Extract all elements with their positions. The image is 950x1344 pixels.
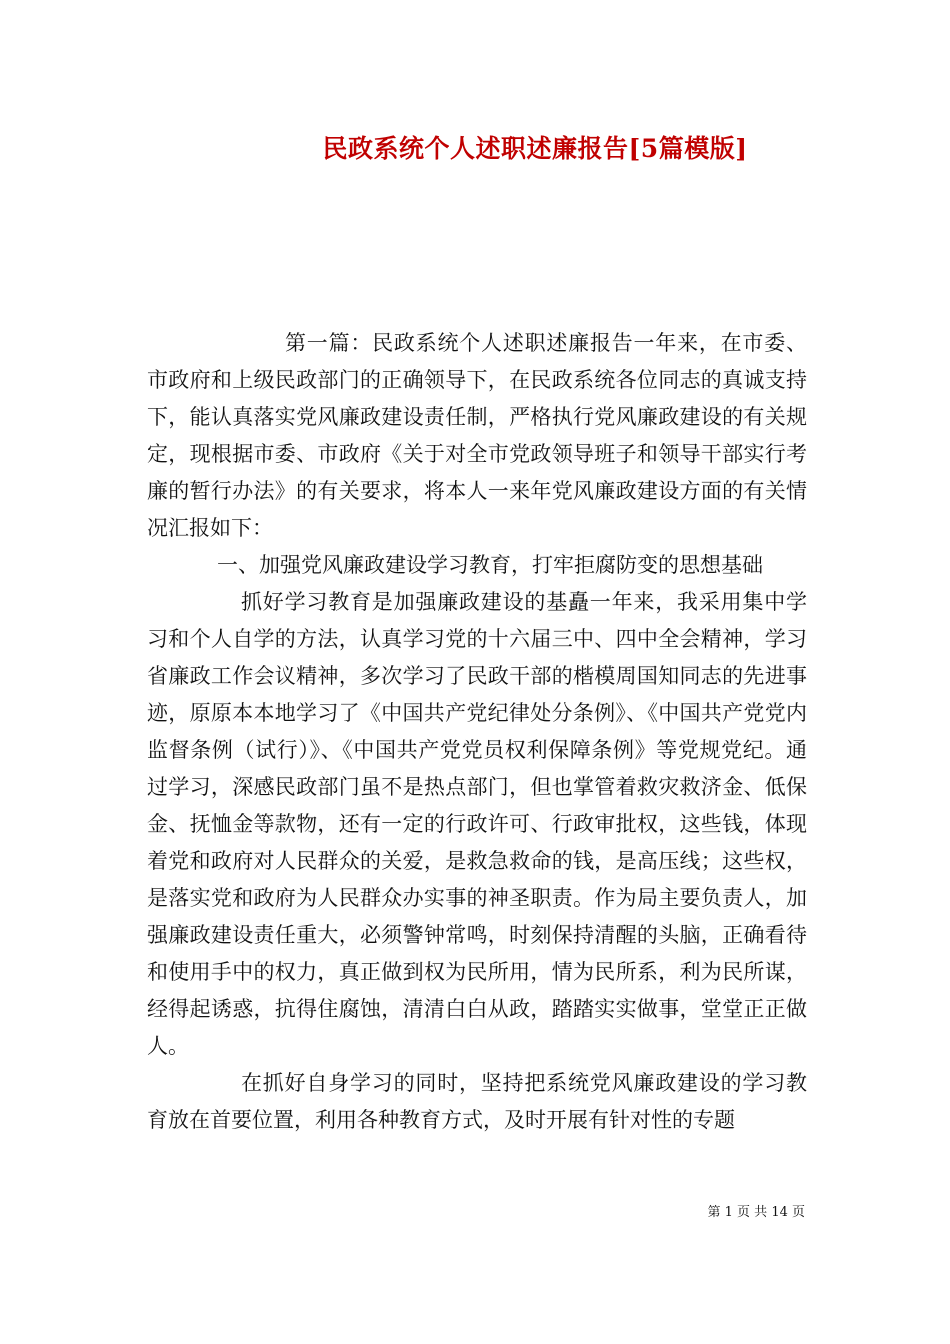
paragraph-intro: 第一篇：民政系统个人述职述廉报告一年来，在市委、市政府和上级民政部门的正确领导下，在民政系统各位同志的真诚支持下，能认真落实党风廉政建设责任制，严格执行党风廉政建设的有关规定，现根据市委、市政府《关于对全市党政领导班子和领导干部实行考廉的暂行办法》的有关要求，将本人一来年党风廉政建设方面的有关情况汇报如下： (147, 331, 807, 540)
section-heading-1: 一、加强党风廉政建设学习教育，打牢拒腐防变的思想基础 (217, 553, 763, 577)
document-body (147, 325, 807, 1139)
paragraph-study-education: 抓好学习教育是加强廉政建设的基矗一年来，我采用集中学习和个人自学的方法，认真学习党的十六届三中、四中全会精神，学习省廉政工作会议精神，多次学习了民政干部的楷模周国知同志的先进事迹，原原本本地学习了《中国共产党纪律处分条例》、《中国共产党党内监督条例（试行）》、《中国共产党党员权利保障条例》等党规党纪。通过学习，深感民政部门虽不是热点部门，但也掌管着救灾救济金、低保金、抚恤金等款物，还有一定的行政许可、行政审批权，这些钱，体现着党和政府对人民群众的关爱，是救急救命的钱，是高压线；这些权，是落实党和政府为人民群众办实事的神圣职责。作为局主要负责人，加强廉政建设责任重大，必须警钟常鸣，时刻保持清醒的头脑，正确看待和使用手中的权力，真正做到权为民所用，情为民所系，利为民所谋，经得起诱惑，抗得住腐蚀，清清白白从政，踏踏实实做事，堂堂正正做人。 (147, 590, 807, 1058)
paragraph-system-education: 在抓好自身学习的同时，坚持把系统党风廉政建设的学习教育放在首要位置，利用各种教育方式，及时开展有针对性的专题 (147, 1071, 807, 1132)
document-title: 民政系统个人述职述廉报告[5篇模版] (322, 134, 748, 163)
page-number-footer: 第 1 页 共 14 页 (707, 1205, 805, 1220)
